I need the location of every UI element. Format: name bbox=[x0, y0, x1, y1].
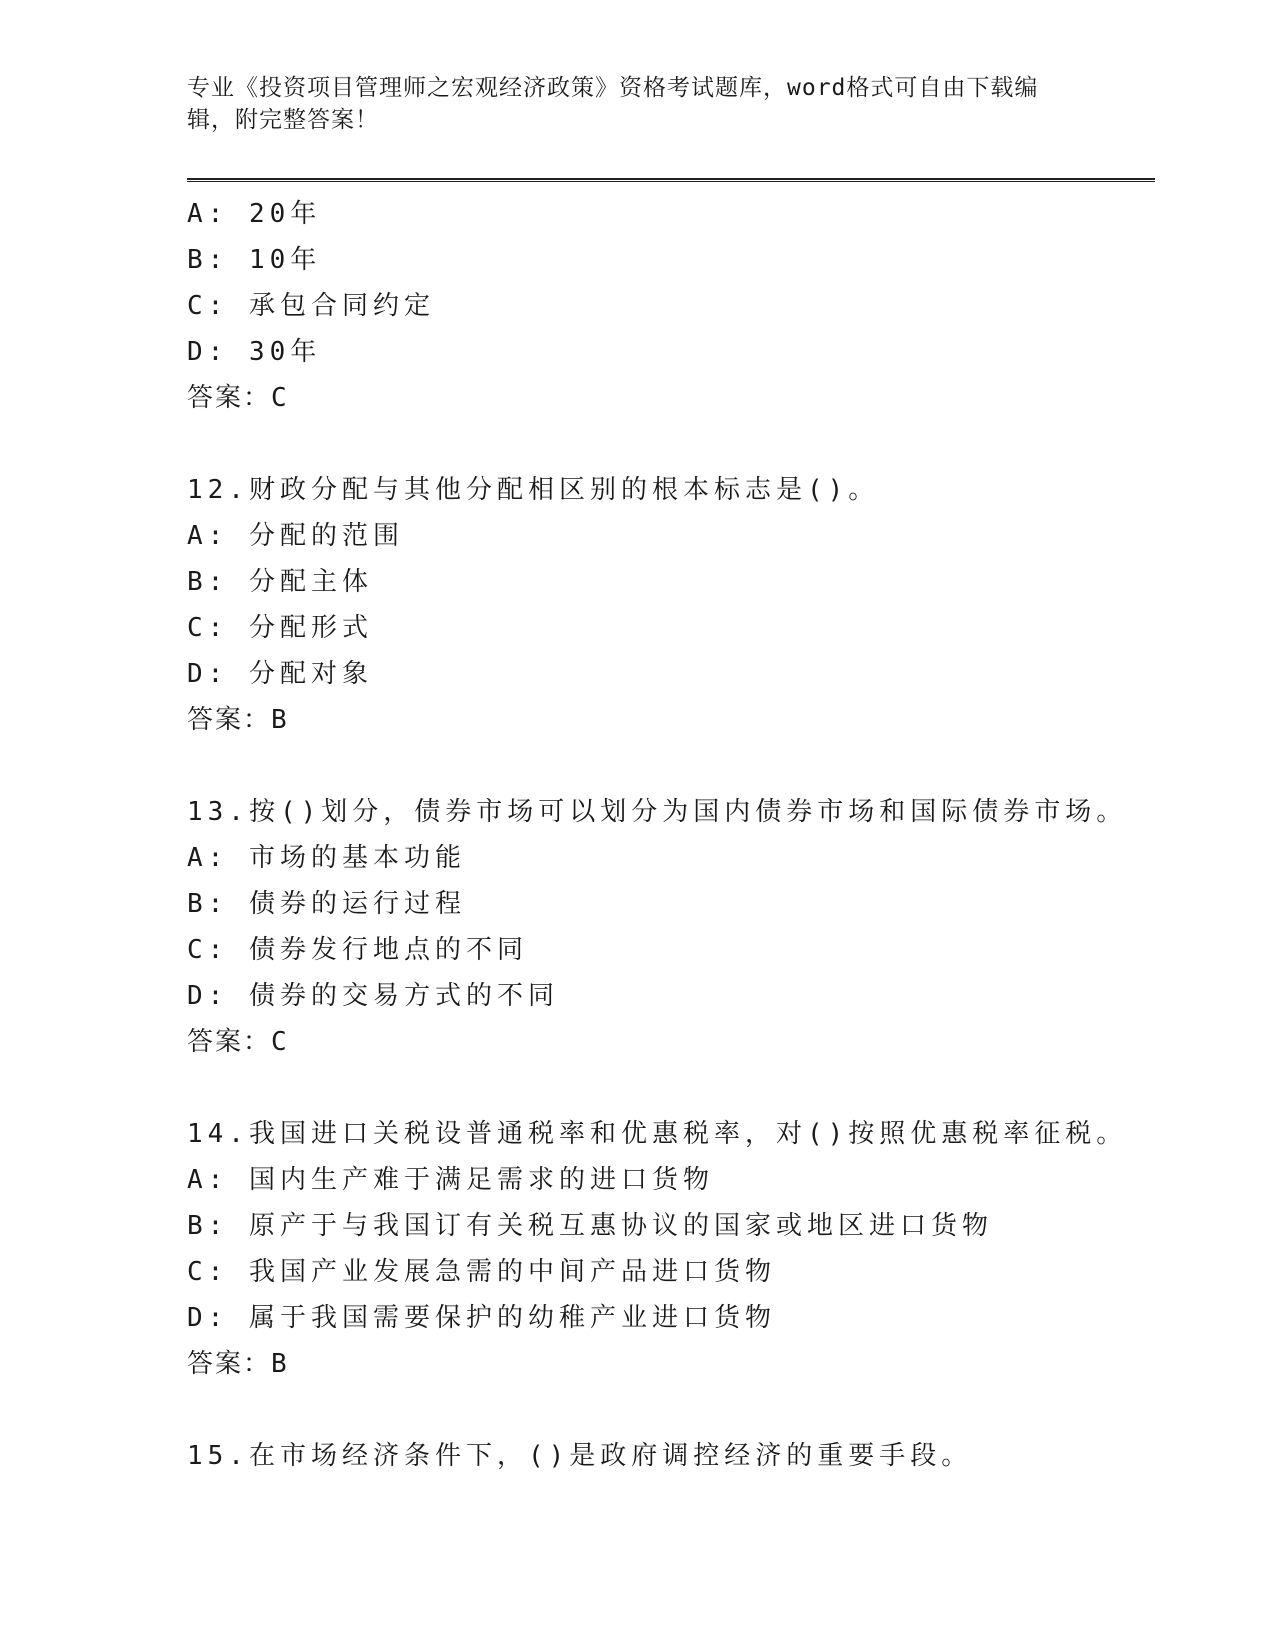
header-line-1: 专业《投资项目管理师之宏观经济政策》资格考试题库，word格式可自由下载编 bbox=[187, 75, 1039, 101]
option-c: C: 我国产业发展急需的中间产品进口货物 bbox=[187, 1257, 776, 1287]
option-d: D: 债券的交易方式的不同 bbox=[187, 981, 559, 1011]
spacer bbox=[187, 1387, 1147, 1433]
question-list bbox=[187, 191, 1147, 1479]
answer-label: 答案： bbox=[187, 705, 272, 735]
option-d: D: 30年 bbox=[187, 337, 322, 367]
answer-label: 答案： bbox=[187, 383, 272, 413]
option-b: B: 原产于与我国订有关税互惠协议的国家或地区进口货物 bbox=[187, 1211, 993, 1241]
question-block-15 bbox=[187, 1433, 1147, 1479]
spacer bbox=[187, 743, 1147, 789]
option-a: A: 分配的范围 bbox=[187, 521, 404, 551]
option-d: D: 属于我国需要保护的幼稚产业进口货物 bbox=[187, 1303, 776, 1333]
header-divider bbox=[187, 178, 1155, 182]
spacer bbox=[187, 1065, 1147, 1111]
option-a: A: 市场的基本功能 bbox=[187, 843, 466, 873]
option-b: B: 债券的运行过程 bbox=[187, 889, 466, 919]
question-stem: 15.在市场经济条件下，()是政府调控经济的重要手段。 bbox=[187, 1441, 973, 1471]
question-stem: 14.我国进口关税设普通税率和优惠税率，对()按照优惠税率征税。 bbox=[187, 1119, 1128, 1149]
answer-value: B bbox=[271, 1349, 287, 1379]
answer-label: 答案： bbox=[187, 1349, 272, 1379]
answer-value: C bbox=[271, 1027, 287, 1057]
document-header bbox=[187, 72, 1087, 136]
answer-line bbox=[187, 697, 1147, 743]
answer-line bbox=[187, 1341, 1147, 1387]
spacer bbox=[187, 421, 1147, 467]
answer-line bbox=[187, 1019, 1147, 1065]
option-d: D: 分配对象 bbox=[187, 659, 373, 689]
answer-label: 答案： bbox=[187, 1027, 272, 1057]
question-block-12 bbox=[187, 467, 1147, 743]
option-c: C: 分配形式 bbox=[187, 613, 373, 643]
option-b: B: 10年 bbox=[187, 245, 322, 275]
answer-value: B bbox=[271, 705, 287, 735]
question-block-13 bbox=[187, 789, 1147, 1065]
option-b: B: 分配主体 bbox=[187, 567, 373, 597]
question-stem: 12.财政分配与其他分配相区别的根本标志是()。 bbox=[187, 475, 880, 505]
option-a: A: 20年 bbox=[187, 199, 322, 229]
question-stem: 13.按()划分，债券市场可以划分为国内债券市场和国际债券市场。 bbox=[187, 797, 1128, 827]
answer-line bbox=[187, 375, 1147, 421]
question-block-14 bbox=[187, 1111, 1147, 1387]
question-block-prev bbox=[187, 191, 1147, 421]
answer-value: C bbox=[271, 383, 287, 413]
option-a: A: 国内生产难于满足需求的进口货物 bbox=[187, 1165, 714, 1195]
header-line-2: 辑，附完整答案！ bbox=[187, 107, 379, 133]
option-c: C: 债券发行地点的不同 bbox=[187, 935, 528, 965]
option-c: C: 承包合同约定 bbox=[187, 291, 435, 321]
